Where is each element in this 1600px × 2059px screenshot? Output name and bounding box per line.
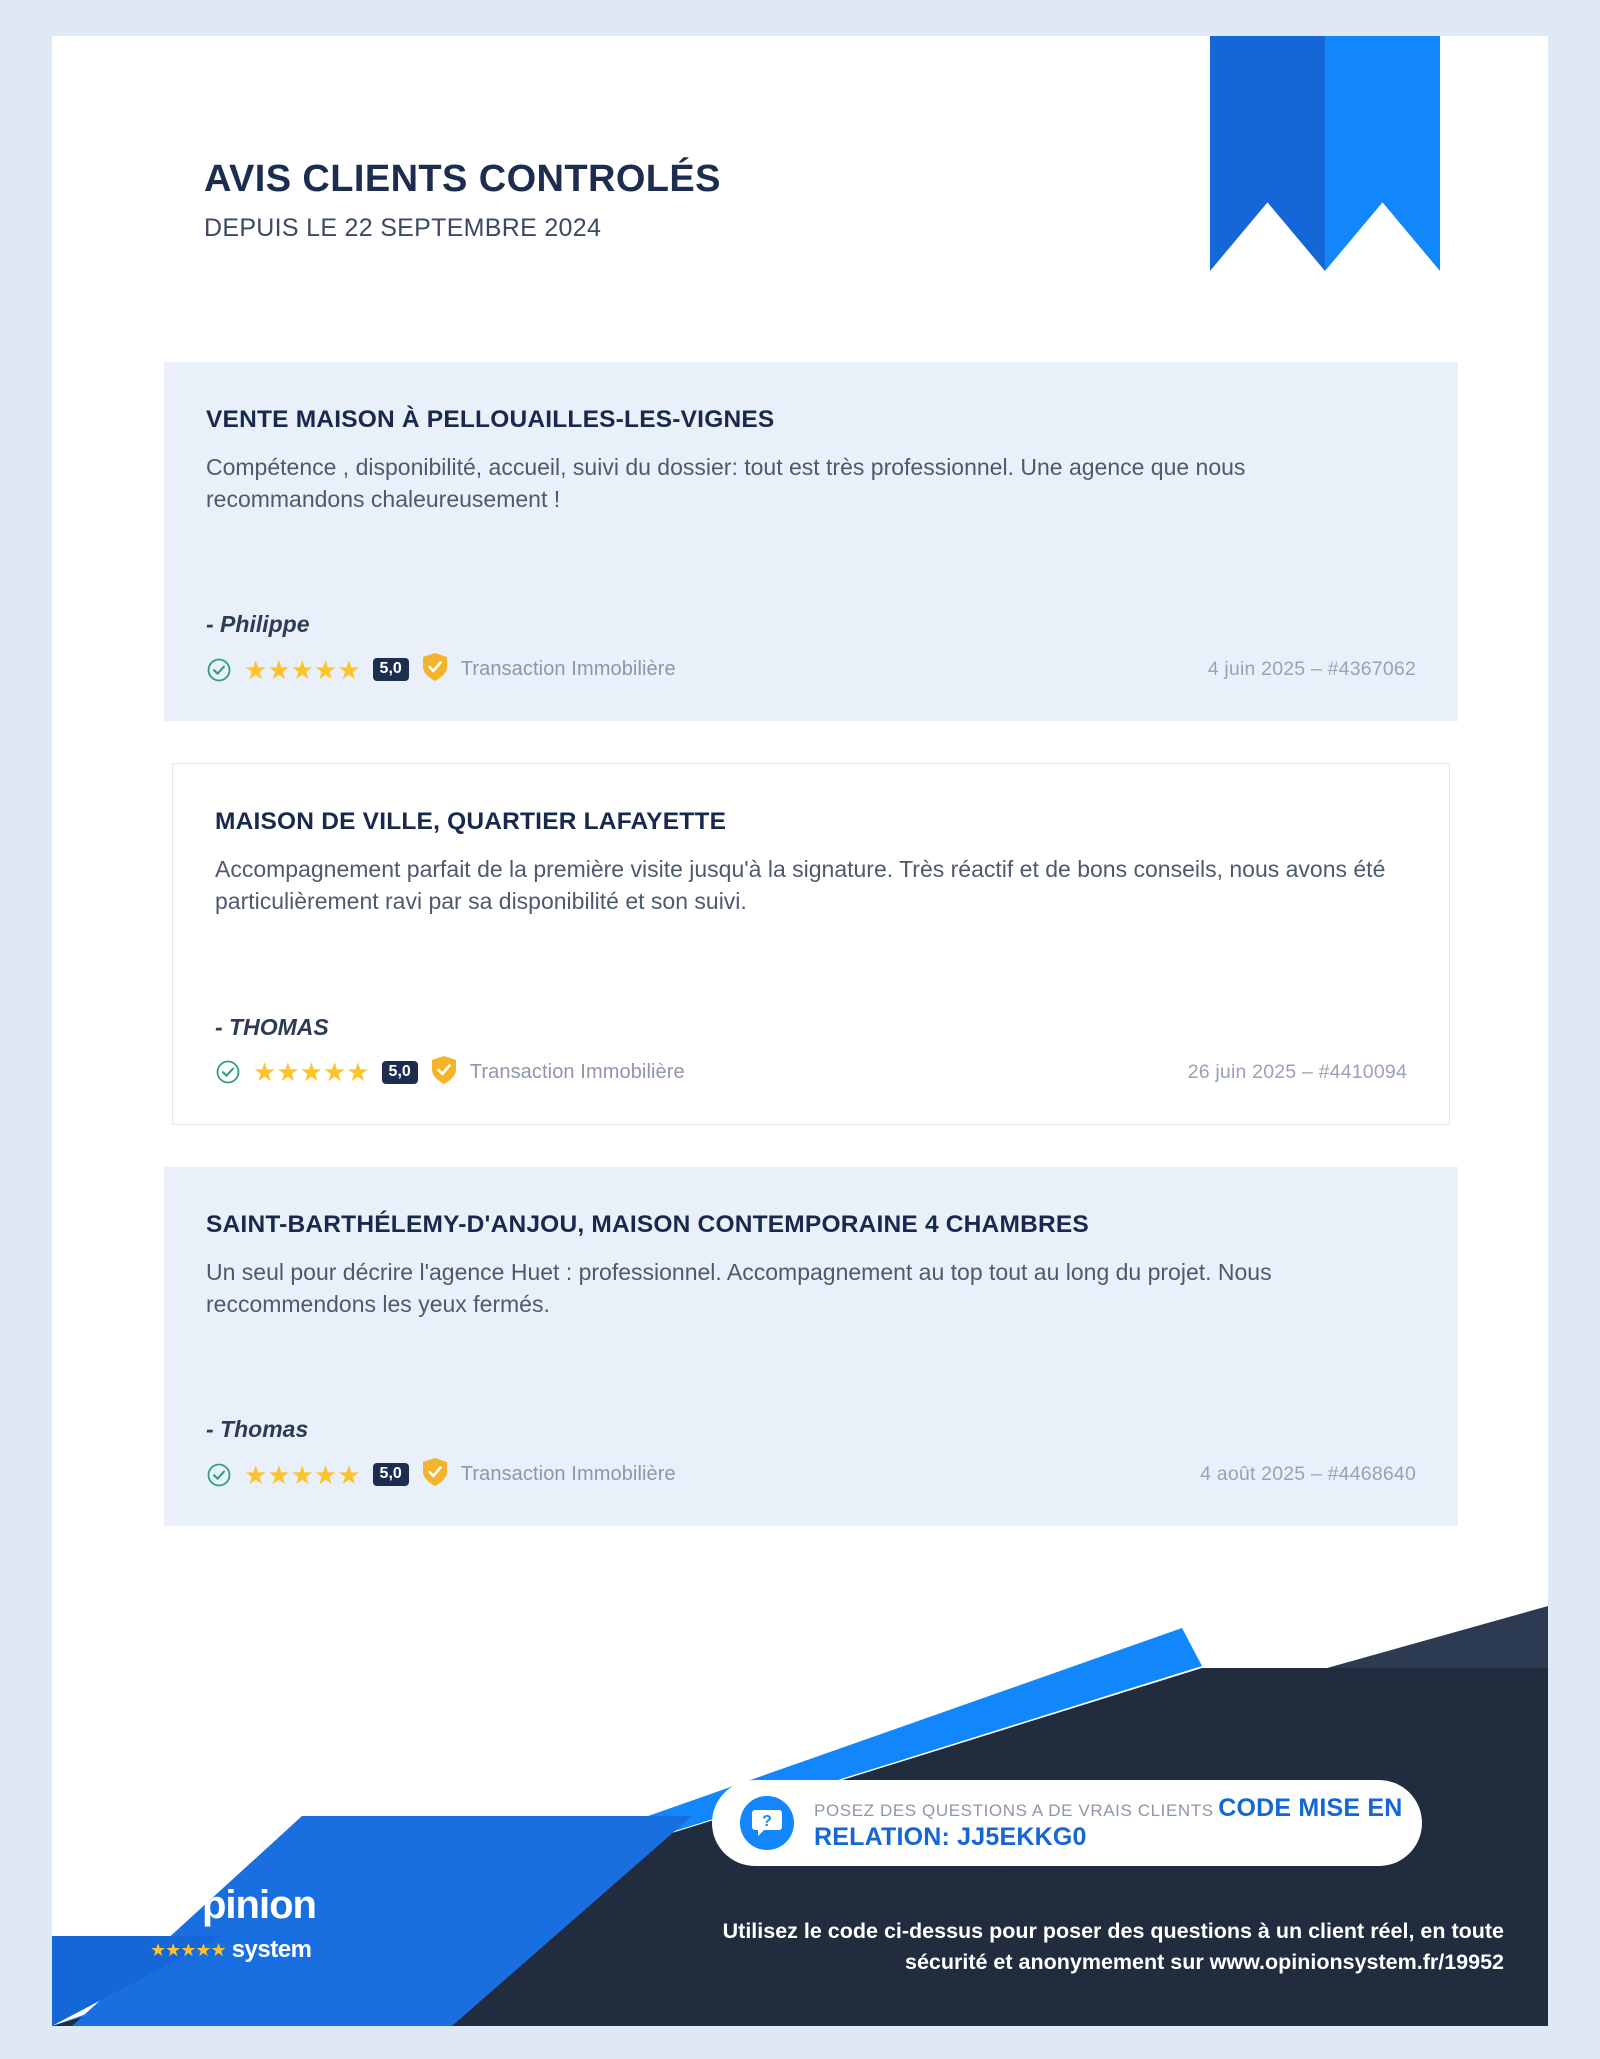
opinion-system-logo <box>150 1879 316 1964</box>
shield-icon <box>421 1457 449 1492</box>
logo-wordmark: pinion <box>202 1882 316 1927</box>
review-meta <box>206 652 1416 687</box>
review-author: - Philippe <box>206 611 310 638</box>
review-card <box>172 763 1450 1124</box>
review-author: - Thomas <box>206 1416 309 1443</box>
review-category: Transaction Immobilière <box>460 1463 676 1486</box>
star-rating: ★★★★★ <box>244 654 361 685</box>
review-category: Transaction Immobilière <box>469 1060 685 1083</box>
ribbon-icon <box>1210 36 1440 271</box>
shield-icon <box>430 1055 458 1090</box>
logo-system-text: system <box>231 1936 312 1963</box>
page-title: AVIS CLIENTS CONTROLÉS <box>204 158 721 200</box>
review-title: SAINT-BARTHÉLEMY-D'ANJOU, MAISON CONTEMPORAINE 4 CHAMBRES <box>206 1210 1089 1238</box>
footer-banner <box>52 1606 1548 2026</box>
verified-check-icon <box>215 1059 241 1085</box>
review-body: Accompagnement parfait de la première visite jusqu'à la signature. Très réactif et de bons conseils, nous avons été particulièrement ravi par sa disponibilité et son suivi. <box>215 856 1386 915</box>
relation-code-pill[interactable] <box>712 1780 1422 1866</box>
star-rating: ★★★★★ <box>244 1459 361 1490</box>
review-title: VENTE MAISON À PELLOUAILLES-LES-VIGNES <box>206 406 775 433</box>
pill-kicker: POSEZ DES QUESTIONS A DE VRAIS CLIENTS <box>814 1801 1214 1820</box>
review-meta <box>215 1055 1407 1090</box>
review-reference: 4 août 2025 – #4468640 <box>1200 1463 1416 1486</box>
review-meta <box>206 1457 1416 1492</box>
star-rating: ★★★★★ <box>253 1057 370 1088</box>
review-card <box>164 1167 1458 1526</box>
review-category: Transaction Immobilière <box>460 658 676 681</box>
review-card <box>164 362 1458 721</box>
pill-code: CODE MISE EN RELATION: JJ5EKKG0 <box>814 1794 1403 1851</box>
relation-code-text <box>814 1794 1422 1852</box>
certificate-sheet <box>52 36 1548 2026</box>
review-reference: 26 juin 2025 – #4410094 <box>1187 1060 1407 1083</box>
verified-check-icon <box>206 657 232 683</box>
opinion-check-badge-icon <box>150 1879 196 1930</box>
review-title: MAISON DE VILLE, QUARTIER LAFAYETTE <box>215 808 727 836</box>
footer-note: Utilisez le code ci-dessus pour poser des questions à un client réel, en toute sécurité et anonymement sur www.opinionsystem.fr/19952 <box>722 1918 1504 1974</box>
svg-text:?: ? <box>762 1813 772 1830</box>
verified-check-icon <box>206 1462 232 1488</box>
review-reference: 4 juin 2025 – #4367062 <box>1207 658 1416 681</box>
rating-score-badge: 5,0 <box>373 1463 409 1486</box>
page-header <box>204 158 721 243</box>
review-body: Compétence , disponibilité, accueil, suivi du dossier: tout est très professionnel. Une agence que nous recommandons chaleureusement ! <box>206 454 1246 512</box>
rating-score-badge: 5,0 <box>373 658 409 681</box>
shield-icon <box>421 652 449 687</box>
reviews-list <box>164 362 1458 1568</box>
logo-stars: ★★★★★ <box>150 1940 226 1960</box>
review-author: - THOMAS <box>215 1013 329 1040</box>
rating-score-badge: 5,0 <box>382 1061 418 1084</box>
question-mark-icon <box>740 1796 794 1850</box>
page-subtitle: DEPUIS LE 22 SEPTEMBRE 2024 <box>204 214 602 242</box>
review-body: Un seul pour décrire l'agence Huet : professionnel. Accompagnement au top tout au long du projet. Nous reccommendons les yeux fermés. <box>206 1258 1272 1317</box>
